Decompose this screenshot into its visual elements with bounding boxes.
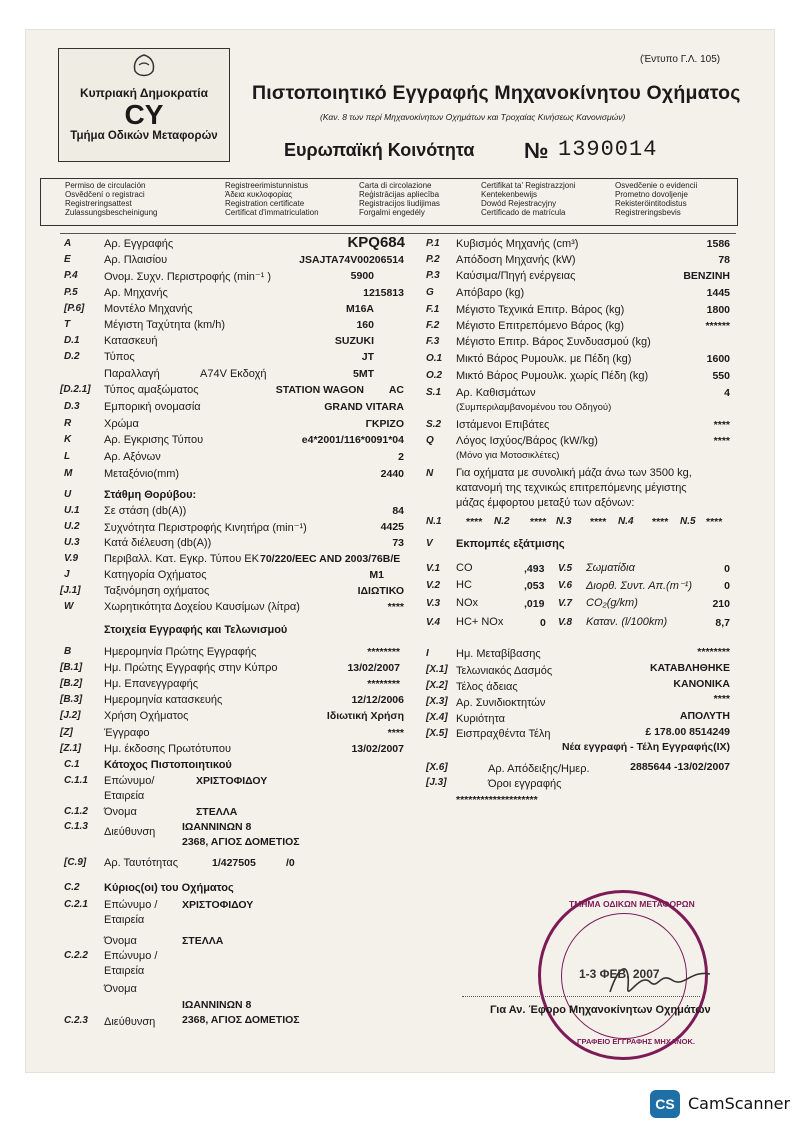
emissions-heading: Εκπομπές εξάτμισης [456, 538, 565, 550]
row-label: Ονομ. Συχν. Περιστροφής (min⁻¹ ) [104, 271, 272, 283]
row-label: Χωρητικότητα Δοχείου Καυσίμων (λίτρα) [104, 601, 300, 613]
row-label: Τύπος αμαξώματος [104, 384, 199, 396]
row-code: [J.2] [60, 710, 81, 721]
owner-surname: ΧΡΙΣΤΟΦΙΔΟΥ [182, 899, 254, 911]
holder-c12-code: C.1.2 [64, 806, 88, 817]
row-value: 1215813 [363, 287, 404, 299]
row-label: Αρ. Εγκρισης Τύπου [104, 434, 204, 446]
row-label: Κυριότητα [456, 713, 506, 725]
row-label: Απόδοση Μηχανής (kW) [456, 254, 576, 266]
row-code: O.2 [426, 370, 443, 381]
row-value: 13/02/2007 [347, 662, 400, 674]
emission-value: 0 [724, 580, 730, 592]
owner-c23-code: C.2.3 [64, 1015, 88, 1026]
row-value: 2 [398, 451, 404, 463]
row-code: W [64, 601, 74, 612]
owner-heading: Κύριος(οι) του Οχήματος [104, 882, 234, 894]
receipt-code: [X.6] [426, 762, 448, 773]
row-code: V.9 [64, 553, 79, 564]
n-text-2: κατανομή της τεχνικώς επιτρεπόμενης μέγιστης [456, 482, 687, 494]
row-label: Μέγιστο Επιτρεπόμενο Βάρος (kg) [456, 320, 625, 332]
row-code: G [426, 287, 434, 298]
reg-heading: Στοιχεία Εγγραφής και Τελωνισμού [104, 624, 288, 636]
standing-code: S.2 [426, 419, 442, 430]
emission-code: V.3 [426, 598, 441, 609]
row-value: 1445 [706, 287, 730, 299]
holder-heading: Κάτοχος Πιστοποιητικού [104, 759, 232, 771]
stamp-top-text: ΤΜΗΜΑ ΟΔΙΚΩΝ ΜΕΤΑΦΟΡΩΝ [569, 899, 695, 909]
row-label: Αρ. Πλαισίου [104, 254, 168, 266]
emission-code: V.2 [426, 580, 441, 591]
holder-id-suffix: /0 [286, 857, 295, 869]
emission-code: V.8 [558, 617, 573, 628]
lang-cell-3: Carta di circolazione Reģistrācijas apliecība Registracijos liudijimas Forgalmi engedély [359, 181, 440, 217]
q-sub: (Μόνο για Μοτοσικλέτες) [456, 450, 560, 461]
row-label: Ημερομηνία Πρώτης Εγγραφής [104, 646, 257, 658]
emission-label: Διορθ. Συντ. Απ.(m⁻¹) [586, 580, 693, 592]
community-label: Ευρωπαϊκή Κοινότητα [284, 140, 475, 160]
row-code: [J.1] [60, 585, 81, 596]
row-value: ΒΕΝΖΙΝΗ [683, 270, 730, 282]
row-label: Καύσιμα/Πηγή ενέργειας [456, 270, 576, 282]
row-value: **** [387, 601, 404, 613]
number-sign: № [524, 138, 549, 163]
emission-label: HC [456, 579, 472, 591]
certificate-number: 1390014 [558, 137, 658, 162]
lang-cell-2: Registreerimistunnistus Άδεια κυκλοφορίας Registration certificate Certificat d'immatriculation [225, 181, 319, 217]
holder-company-label: Εταιρεία [104, 790, 145, 802]
standing-label: Ιστάμενοι Επιβάτες [456, 419, 550, 431]
emission-value: ,019 [524, 598, 545, 610]
axle-value: **** [706, 516, 723, 528]
row-label: Εμπορική ονομασία [104, 401, 201, 413]
owner-c21-code: C.2.1 [64, 899, 88, 910]
terms-value: ******************** [456, 794, 538, 806]
row-code: E [64, 254, 71, 265]
q-value: **** [713, 435, 730, 447]
row-label: Τελωνιακός Δασμός [456, 665, 553, 677]
q-label: Λόγος Ισχύος/Βάρος (kW/kg) [456, 435, 598, 447]
row-label: Παραλλαγή [104, 368, 160, 380]
row-value: 2440 [380, 468, 404, 480]
owner-address-label: Διεύθυνση [104, 1016, 156, 1028]
row-code: P.5 [64, 287, 78, 298]
axle-code: N.2 [494, 516, 510, 527]
signature-caption: Για Αν. Έφορο Μηχανοκίνητων Οχημάτων [490, 1004, 711, 1016]
holder-surname: ΧΡΙΣΤΟΦΙΔΟΥ [196, 775, 268, 787]
row-label: Μεταξόνιο(mm) [104, 468, 180, 480]
row-value: 4425 [380, 521, 404, 533]
emission-code: V.1 [426, 563, 441, 574]
row-label: Ημ. Επανεγγραφής [104, 678, 199, 690]
row-code: K [64, 434, 72, 445]
row-code: T [64, 319, 71, 330]
row-code: M [64, 468, 73, 479]
row-value: ****** [705, 320, 730, 332]
row-label: Απόβαρο (kg) [456, 287, 525, 299]
row-label: Σε στάση (db(A)) [104, 505, 187, 517]
owner-name-label-2: Όνομα [104, 983, 137, 995]
row-code: [D.2.1] [60, 384, 91, 395]
row-label: Ημ. έκδοσης Πρωτότυπου [104, 743, 232, 755]
owner-address2: 2368, ΑΓΙΟΣ ΔΟΜΕΤΙΟΣ [182, 1014, 300, 1026]
emission-label: CO [456, 562, 473, 574]
row-label: Κατηγορία Οχήματος [104, 569, 207, 581]
row-code: O.1 [426, 353, 443, 364]
row-code: [Z.1] [60, 743, 82, 754]
lang-cell-1: Permiso de circulación Osvědčení o registraci Registreringsattest Zulassungsbescheinigung [65, 181, 158, 217]
row-label: Μικτό Βάρος Ρυμουλκ. χωρίς Πέδη (kg) [456, 370, 649, 382]
emission-label: Σωματίδια [586, 562, 635, 574]
owner-surname-label-2: Επώνυμο / [104, 950, 158, 962]
row-label: Χρώμα [104, 418, 139, 430]
row-value: e4*2001/116*0091*04 [301, 434, 404, 446]
row-value: ΑΠΟΛΥΤΗ [679, 710, 730, 722]
signature-rule [462, 996, 700, 997]
row-code: P.1 [426, 238, 440, 249]
new-registration-note: Νέα εγγραφή - Τέλη Εγγραφής(IX) [561, 741, 730, 753]
row-value: SUZUKI [334, 335, 374, 347]
seats-code: S.1 [426, 387, 442, 398]
row-code: [P.6] [64, 303, 85, 314]
emission-code: V.5 [558, 563, 573, 574]
stamp-bottom-text: ΓΡΑΦΕΙΟ ΕΓΓΡΑΦΗΣ ΜΗΧΑΝΟΚ. [577, 1037, 695, 1046]
seats-label: Αρ. Καθισμάτων [456, 387, 536, 399]
row-code: [X.1] [426, 664, 448, 675]
row-code: I [426, 648, 429, 659]
row-code: D.2 [64, 351, 80, 362]
owner-company-label-2: Εταιρεία [104, 965, 145, 977]
row-code: F.3 [426, 336, 440, 347]
row-code: P.4 [64, 270, 78, 281]
row-value: ΚΑΤΑΒΛΗΘΗΚΕ [649, 662, 730, 674]
emission-code: V.6 [558, 580, 573, 591]
row-label: Κυβισμός Μηχανής (cm³) [456, 238, 579, 250]
axle-value: **** [466, 516, 483, 528]
seats-sub: (Συμπεριλαμβανομένου του Οδηγού) [456, 402, 612, 413]
holder-address2: 2368, ΑΓΙΟΣ ΔΟΜΕΤΙΟΣ [182, 836, 300, 848]
row-value: 1800 [706, 304, 730, 316]
axle-value: **** [590, 516, 607, 528]
row-code: [X.5] [426, 728, 448, 739]
row-code: [X.3] [426, 696, 448, 707]
stamp-date: 1-3 ΦΕΒ. 2007 [579, 967, 660, 981]
country-name: Κυπριακή Δημοκρατία [79, 86, 209, 100]
holder-c13-code: C.1.3 [64, 821, 88, 832]
row-code: D.3 [64, 401, 80, 412]
row-label: Ημ. Πρώτης Εγγραφής στην Κύπρο [104, 662, 278, 674]
row-code: A [64, 238, 72, 249]
row-code: P.2 [426, 254, 440, 265]
holder-code: C.1 [64, 759, 80, 770]
row-label: Κατά διέλευση (db(A)) [104, 537, 212, 549]
emission-value: ,493 [524, 563, 545, 575]
seats-value: 4 [724, 387, 730, 399]
holder-c9-code: [C.9] [64, 857, 87, 868]
row-value: GRAND VITARA [324, 401, 404, 413]
owner-code: C.2 [64, 882, 80, 893]
row-value: ΚΑΝΟΝΙΚΑ [673, 678, 730, 690]
row-code: P.3 [426, 270, 440, 281]
row-label: Κατασκευή [104, 335, 158, 347]
row-code: [B.3] [60, 694, 83, 705]
row-code: [B.2] [60, 678, 83, 689]
emission-label: NOx [456, 597, 478, 609]
row-code: [B.1] [60, 662, 83, 673]
row-value: 73 [392, 537, 404, 549]
holder-address1: ΙΩΑΝΝΙΝΩΝ 8 [182, 821, 252, 833]
row-label: Μοντέλο Μηχανής [104, 303, 193, 315]
row-label: Εισπραχθέντα Τέλη [456, 728, 551, 740]
row-code: U.1 [64, 505, 80, 516]
terms-code: [J.3] [426, 777, 447, 788]
form-number: (Έντυπο Γ.Λ. 105) [640, 54, 721, 65]
row-value: ******** [367, 646, 400, 658]
n-text-1: Για οχήματα με συνολική μάζα άνω των 3500 kg, [456, 467, 692, 479]
emission-value: 8,7 [715, 617, 730, 629]
holder-address-label: Διεύθυνση [104, 826, 156, 838]
row-label: Χρήση Οχήματος [104, 710, 189, 722]
row-label: Μέγιστο Επιτρ. Βάρος Συνδυασμού (kg) [456, 336, 651, 348]
row-label: Μικτό Βάρος Ρυμουλκ. με Πέδη (kg) [456, 353, 632, 365]
n-code: N [426, 468, 434, 479]
row-value: JSAJTA74V00206514 [299, 254, 404, 266]
owner-address1: ΙΩΑΝΝΙΝΩΝ 8 [182, 999, 252, 1011]
axle-code: N.4 [618, 516, 634, 527]
axle-value: **** [530, 516, 547, 528]
row-value: 12/12/2006 [351, 694, 404, 706]
q-code: Q [426, 435, 434, 446]
emissions-code: V [426, 538, 433, 549]
owner-company-label: Εταιρεία [104, 914, 145, 926]
row-code: D.1 [64, 335, 80, 346]
holder-name: ΣΤΕΛΛΑ [196, 806, 238, 818]
axle-value: **** [652, 516, 669, 528]
department-name: Τμήμα Οδικών Μεταφορών [70, 130, 218, 142]
row-code: J [64, 569, 70, 580]
row-value: **** [387, 727, 404, 739]
row-code: [Z] [60, 727, 73, 738]
row-label: Ταξινόμηση οχήματος [104, 585, 210, 597]
row-code: B [64, 646, 72, 657]
row-value: 5MT [353, 368, 374, 380]
emission-value: 0 [540, 617, 546, 629]
row-value: 13/02/2007 [351, 743, 404, 755]
row-code: [X.2] [426, 680, 448, 691]
row-value: M1 [369, 569, 384, 581]
noise-heading: Στάθμη Θορύβου: [104, 489, 197, 501]
row-value: 1600 [706, 353, 730, 365]
axle-code: N.5 [680, 516, 696, 527]
row-label: Τύπος [104, 351, 135, 363]
emission-value: ,053 [524, 580, 545, 592]
row-mid: A74V Εκδοχή [200, 368, 267, 380]
holder-c11-code: C.1.1 [64, 775, 88, 786]
row-code: F.2 [426, 320, 440, 331]
row-value: AC [388, 384, 404, 396]
holder-id-label: Αρ. Ταυτότητας [104, 857, 179, 869]
row-value: M16A [345, 303, 374, 315]
language-box [40, 178, 738, 226]
emission-label: HC+ NOx [456, 616, 504, 628]
row-value: ΓΚΡΙΖΟ [365, 418, 404, 430]
row-value: **** [713, 693, 730, 705]
noise-code: U [64, 489, 72, 500]
row-label: Μέγιστη Ταχύτητα (km/h) [104, 319, 226, 331]
row-code: F.1 [426, 304, 440, 315]
emission-label: Καταν. (l/100km) [586, 616, 668, 628]
signature-mark [600, 952, 720, 1012]
document-subtitle: (Καν. 8 των περί Μηχανοκίνητων Οχημάτων και Τροχαίας Κινήσεως Κανονισμών) [320, 112, 626, 122]
row-label: Συχνότητα Περιστροφής Κινητήρα (min⁻¹) [104, 522, 307, 534]
row-label: Περιβαλλ. Κατ. Εγκρ. Τύπου ΕΚ [104, 553, 259, 565]
lang-cell-5: Osvedčenie o evidencii Prometno dovoljenje Rekisteröintitodistus Registreringsbevis [615, 181, 698, 217]
row-value: 84 [392, 505, 404, 517]
row-label: Μέγιστο Τεχνικά Επιτρ. Βάρος (kg) [456, 304, 625, 316]
cy-mark: CY [124, 99, 164, 130]
camscanner-icon: CS [650, 1090, 680, 1118]
axle-code: N.3 [556, 516, 572, 527]
camscanner-brand: CamScanner [688, 1094, 791, 1113]
row-value: 1586 [706, 238, 730, 250]
holder-name-label: Όνομα [104, 806, 137, 818]
row-value: 160 [356, 319, 374, 331]
row-value: 70/220/EEC AND 2003/76B/E [260, 553, 401, 565]
row-code: U.3 [64, 537, 80, 548]
owner-name-label: Όνομα [104, 935, 137, 947]
holder-surname-label: Επώνυμο/ [104, 775, 155, 787]
emission-code: V.4 [426, 617, 441, 628]
row-label: Αρ. Συνιδιοκτητών [456, 697, 546, 709]
row-label: Ημ. Μεταβίβασης [456, 648, 541, 660]
emission-code: V.7 [558, 598, 573, 609]
owner-c22-code: C.2.2 [64, 950, 88, 961]
row-value: 5900 [350, 270, 374, 282]
row-code: U.2 [64, 521, 80, 532]
row-label: Έγγραφο [104, 727, 150, 739]
emission-value: 0 [724, 563, 730, 575]
receipt-value: 2885644 -13/02/2007 [630, 761, 730, 773]
row-label: Αρ. Αξόνων [104, 451, 161, 463]
row-label: Αρ. Εγγραφής [104, 238, 174, 250]
row-value: JT [361, 351, 374, 363]
row-value: ΙΔΙΩΤΙΚΟ [357, 585, 404, 597]
row-value: Ιδιωτική Χρήση [326, 710, 404, 722]
coat-of-arms-icon [129, 53, 159, 79]
n-text-3: μάζας έμφορτου μεταξύ των αξόνων: [456, 497, 635, 509]
row-code: [X.4] [426, 712, 448, 723]
lang-cell-4: Certifikat ta' Registrazzjoni Kentekenbewijs Dowód Rejestracyjny Certificado de matrícula [481, 181, 576, 217]
axle-code: N.1 [426, 516, 442, 527]
row-value: £ 178.00 8514249 [645, 726, 730, 738]
row-label: Ημερομηνία κατασκευής [104, 694, 223, 706]
holder-id: 1/427505 [212, 857, 256, 869]
owner-name: ΣΤΕΛΛΑ [182, 935, 224, 947]
row-mid: STATION WAGON [275, 384, 364, 396]
row-label: Τέλος άδειας [456, 681, 518, 693]
row-value: ******** [697, 646, 730, 658]
standing-value: **** [713, 419, 730, 431]
row-value: ******** [367, 678, 400, 690]
row-value: 78 [718, 254, 730, 266]
document-title: Πιστοποιητικό Εγγραφής Μηχανοκίνητου Οχήματος [252, 82, 741, 104]
cyprus-logo-block [58, 48, 230, 162]
emission-value: 210 [712, 598, 730, 610]
registration-number: KPQ684 [347, 234, 405, 251]
row-code: R [64, 418, 72, 429]
emission-label: CO₂(g/km) [586, 597, 638, 609]
terms-label: Όροι εγγραφής [488, 778, 562, 790]
row-value: 550 [712, 370, 730, 382]
row-label: Αρ. Μηχανής [104, 287, 168, 299]
owner-surname-label: Επώνυμο / [104, 899, 158, 911]
row-code: L [64, 451, 71, 462]
receipt-label: Αρ. Απόδειξης/Ημερ. [488, 763, 590, 775]
